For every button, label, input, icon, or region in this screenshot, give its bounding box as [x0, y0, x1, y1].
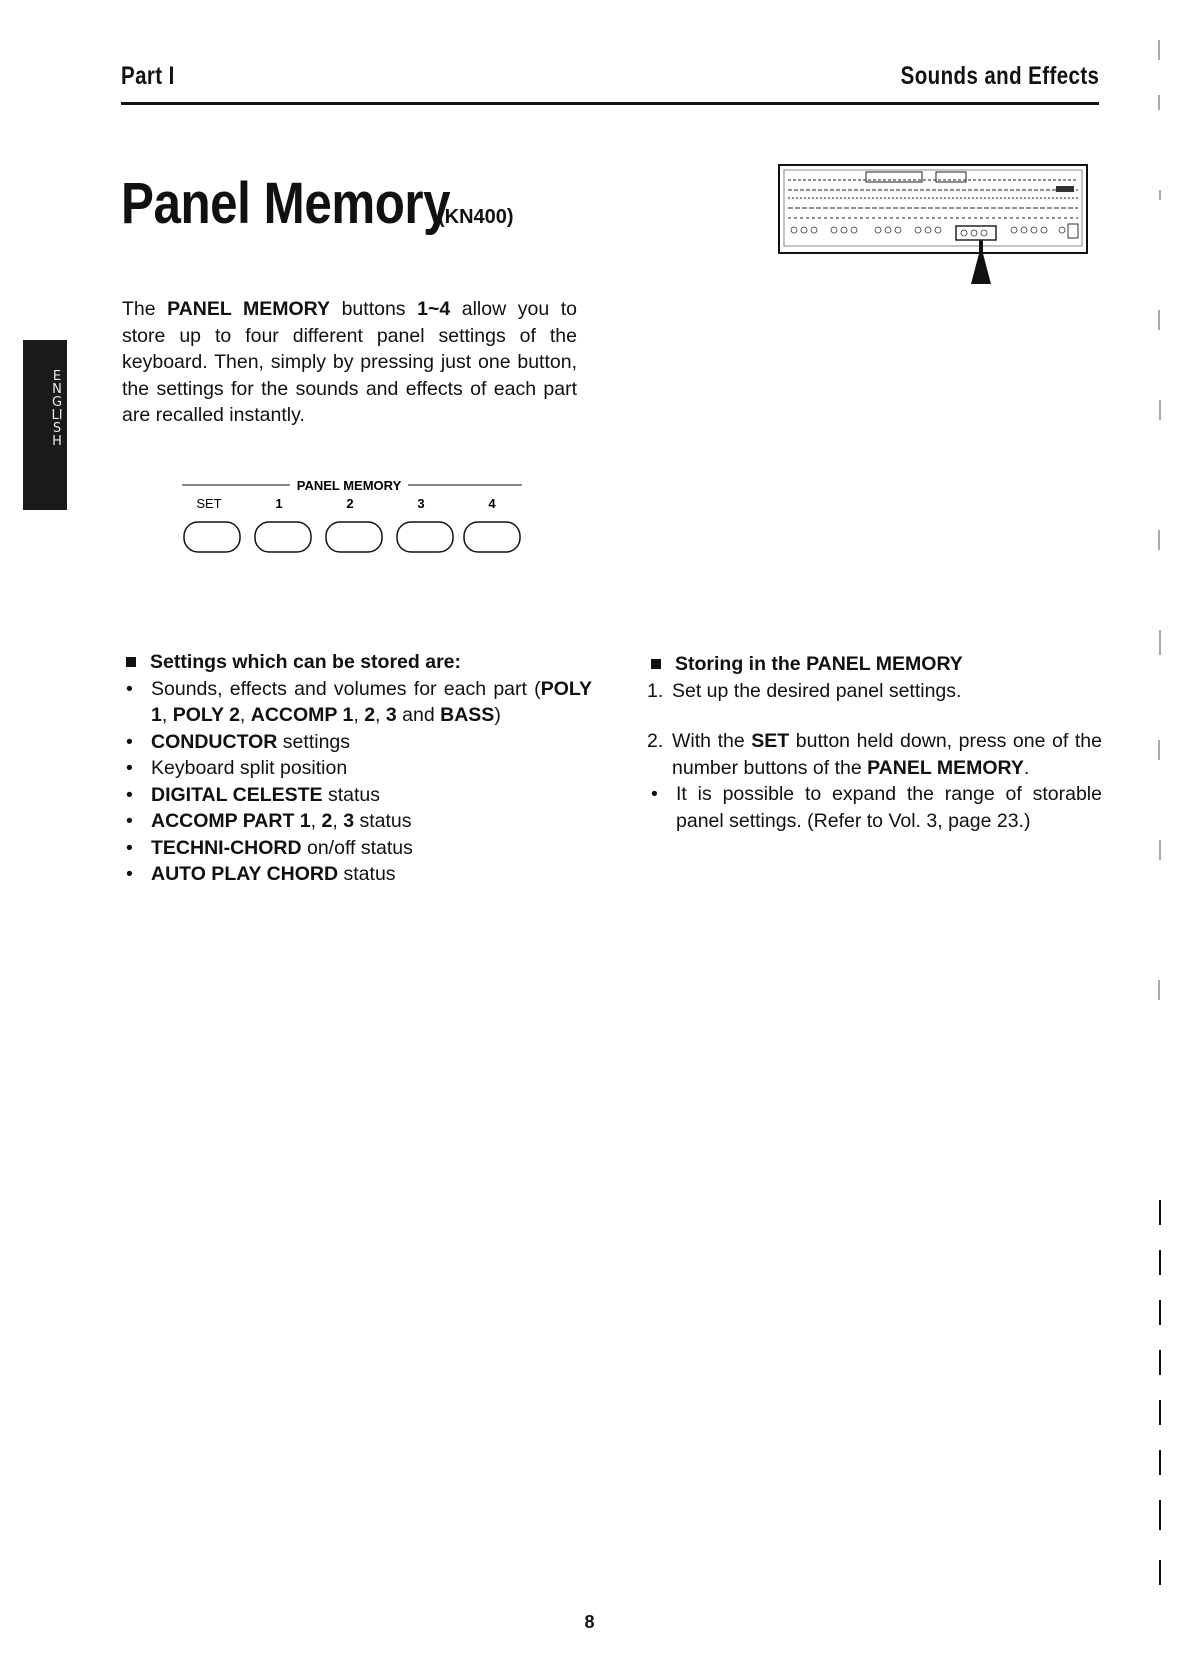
bullet-dot-icon: •: [126, 810, 133, 832]
title-model: (KN400): [438, 206, 514, 228]
item-bold: TECHNI-CHORD: [151, 836, 302, 859]
list-item: [122, 729, 592, 756]
square-bullet-icon: [126, 657, 136, 667]
item-bold: 3: [385, 704, 397, 726]
bullet-dot-icon: •: [126, 836, 133, 859]
intro-paragraph: [122, 296, 577, 429]
panel-memory-button-3[interactable]: [397, 522, 453, 552]
item-text: ,: [353, 704, 365, 726]
stored-settings-heading: [122, 649, 592, 676]
stored-settings-section: [122, 649, 592, 888]
list-item: [122, 755, 592, 782]
item-text: Sounds, effects and volumes for each part (: [151, 677, 541, 700]
header-part-label: Part I: [121, 62, 175, 90]
list-item: [122, 808, 592, 835]
panel-memory-button-2[interactable]: [326, 522, 382, 552]
storing-section: [647, 651, 1102, 834]
step-1: [647, 678, 1102, 705]
list-item-text: [151, 729, 592, 756]
page-number: 8: [584, 1612, 595, 1632]
storing-heading: [647, 651, 1102, 678]
scan-edge-marks: [1155, 40, 1171, 1640]
page-title: [121, 170, 514, 237]
language-tab-text: ENGLISH: [51, 369, 63, 449]
item-text: ,: [375, 704, 386, 726]
list-item-text: [151, 676, 592, 729]
step-text: [672, 728, 1102, 781]
list-item: [122, 782, 592, 809]
panel-pointer-arrow: [971, 240, 991, 284]
item-bold: ACCOMP PART 1: [151, 810, 311, 832]
step-number: 2.: [647, 730, 664, 752]
button-4-label: 4: [488, 496, 496, 511]
item-bold: 3: [343, 810, 355, 832]
item-text: on/off status: [301, 836, 413, 859]
header-section-label: Sounds and Effects: [900, 62, 1099, 90]
item-text: ,: [239, 704, 251, 726]
item-bold: BASS: [440, 704, 495, 726]
item-bold: 2: [364, 704, 376, 726]
item-bold: DIGITAL CELESTE: [151, 783, 323, 806]
set-button[interactable]: [184, 522, 240, 552]
list-item: [122, 676, 592, 729]
square-bullet-icon: [651, 659, 661, 669]
header-rule: [121, 102, 1099, 105]
item-text: ,: [310, 810, 322, 832]
list-item-text: [151, 808, 592, 835]
language-side-tab: [23, 340, 67, 510]
intro-text: The: [122, 298, 168, 320]
panel-memory-diagram-title: PANEL MEMORY: [296, 478, 402, 493]
item-bold: CONDUCTOR: [151, 730, 278, 753]
step-text-part: button held down, press one of the number buttons of the: [672, 730, 1102, 779]
intro-text: allow you to store up to four different panel settings of the keyboard. Then, simply by pressing just one button, the settings for the sounds and effects of each part are recalled instantly.: [122, 298, 577, 426]
item-text: and: [396, 704, 441, 726]
bullet-dot-icon: •: [126, 730, 133, 753]
bullet-dot-icon: •: [651, 783, 658, 805]
panel-memory-buttons-diagram: [182, 478, 522, 558]
button-1-label: 1: [275, 496, 283, 511]
bullet-dot-icon: •: [126, 863, 133, 885]
button-3-label: 3: [417, 496, 425, 511]
intro-bold: 1~4: [417, 298, 451, 320]
step-2: [647, 728, 1102, 781]
item-bold: 2: [321, 810, 333, 832]
item-text: ): [494, 704, 501, 726]
panel-memory-button-4[interactable]: [464, 522, 520, 552]
list-item: [122, 835, 592, 862]
step-bold: PANEL MEMORY: [867, 756, 1024, 779]
keyboard-panel-illustration: [778, 164, 1088, 254]
intro-bold: PANEL MEMORY: [167, 298, 331, 320]
step-number: 1.: [647, 679, 664, 702]
list-item: [122, 861, 592, 888]
note-item: [647, 781, 1102, 834]
item-bold: POLY 1: [151, 677, 592, 726]
item-text: status: [322, 783, 380, 806]
step-bold: SET: [751, 730, 790, 752]
step-text: Set up the desired panel settings.: [672, 679, 962, 702]
list-item-text: [151, 782, 592, 809]
stored-settings-heading-text: Settings which can be stored are:: [150, 651, 461, 673]
item-bold: ACCOMP 1: [250, 704, 354, 726]
item-text: status: [354, 810, 412, 832]
title-main: Panel Memory: [121, 171, 451, 236]
item-text: status: [338, 863, 396, 885]
bullet-dot-icon: •: [126, 783, 133, 806]
item-bold: POLY 2: [172, 704, 240, 726]
list-item-text: Keyboard split position: [151, 757, 348, 779]
list-item-text: [151, 861, 592, 888]
item-text: ,: [332, 810, 344, 832]
bullet-dot-icon: •: [126, 757, 133, 779]
item-text: settings: [277, 730, 351, 753]
button-2-label: 2: [346, 496, 354, 511]
intro-text: buttons: [330, 298, 418, 320]
step-text-part: .: [1023, 756, 1030, 779]
list-item-text: [151, 835, 592, 862]
note-text: It is possible to expand the range of storable panel settings. (Refer to Vol. 3, page 23.): [676, 783, 1102, 832]
panel-memory-button-1[interactable]: [255, 522, 311, 552]
set-label: SET: [196, 496, 222, 511]
storing-heading-text: Storing in the PANEL MEMORY: [675, 653, 963, 675]
item-text: ,: [161, 704, 173, 726]
step-text-part: With the: [672, 730, 752, 752]
bullet-dot-icon: •: [126, 677, 133, 700]
item-bold: AUTO PLAY CHORD: [151, 863, 339, 885]
